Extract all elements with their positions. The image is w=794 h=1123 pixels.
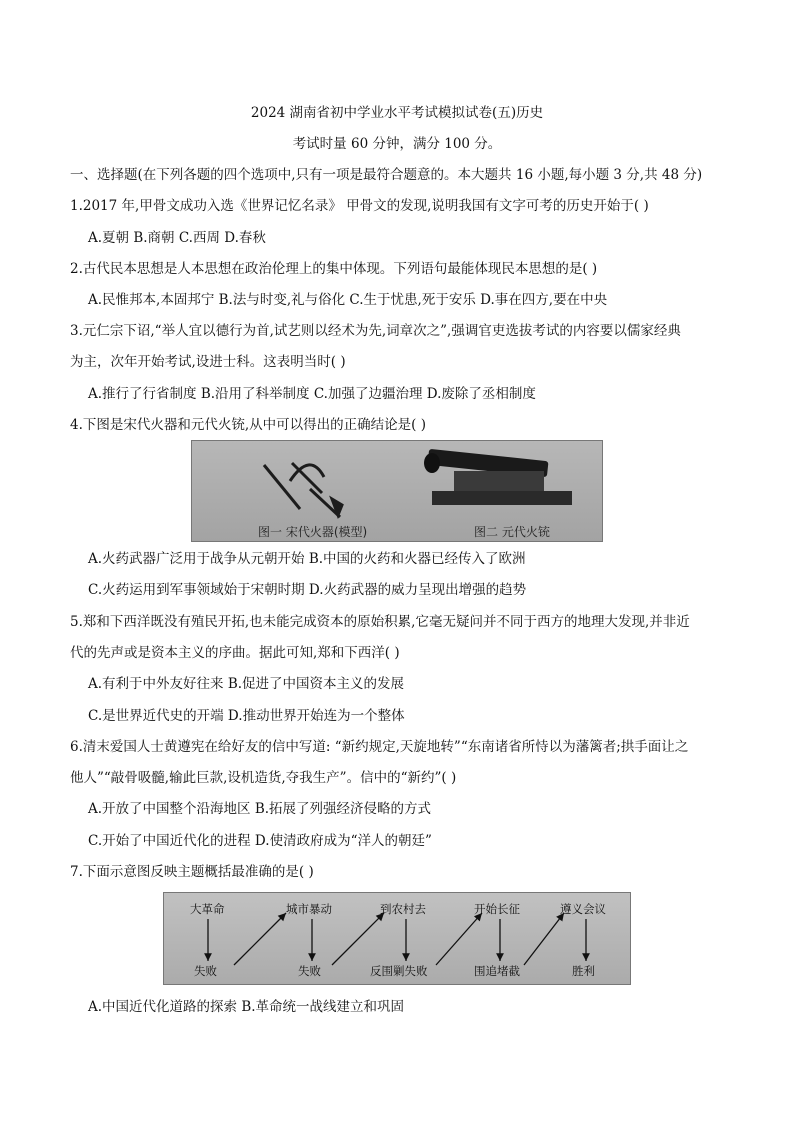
figure-caption-1: 图一 宋代火器(模型): [258, 525, 368, 539]
question-6-stem-line2: 他人”“敲骨吸髓,输此巨款,设机造货,夺我生产”。信中的“新约”( ): [70, 770, 457, 786]
flow-node-top-5: 遵义会议: [560, 902, 606, 916]
question-3-options: A.推行了行省制度 B.沿用了科举制度 C.加强了边疆治理 D.废除了丞相制度: [88, 386, 536, 402]
flow-node-bottom-2: 失败: [298, 964, 321, 978]
question-5-options-line1: A.有利于中外友好往来 B.促进了中国资本主义的发展: [88, 676, 405, 692]
yuan-gun-icon: [424, 449, 572, 505]
flow-node-top-2: 城市暴动: [286, 902, 332, 916]
flow-node-top-4: 开始长征: [474, 902, 520, 916]
question-4-options-line1: A.火药武器广泛用于战争从元朝开始 B.中国的火药和火器已经传入了欧洲: [88, 551, 526, 567]
question-6-options-line1: A.开放了中国整个沿海地区 B.拓展了列强经济侵略的方式: [88, 801, 432, 817]
figure-caption-2: 图二 元代火铳: [474, 525, 550, 539]
flow-node-bottom-3: 反围剿失败: [370, 964, 428, 978]
question-1-options: A.夏朝 B.商朝 C.西周 D.春秋: [88, 230, 266, 246]
question-1-stem: 1.2017 年,甲骨文成功入选《世界记忆名录》 甲骨文的发现,说明我国有文字可考的历史开始于( ): [70, 198, 649, 214]
flow-node-bottom-5: 胜利: [572, 964, 595, 978]
question-3-stem-line2: 为主，次年开始考试,设进士科。这表明当时( ): [70, 354, 346, 370]
flow-node-top-3: 到农村去: [380, 902, 426, 916]
exam-title: 2024 湖南省初中学业水平考试模拟试卷(五)历史: [250, 105, 544, 121]
question-6-options-line2: C.开始了中国近代化的进程 D.使清政府成为“洋人的朝廷”: [88, 833, 432, 849]
question-5-options-line2: C.是世界近代史的开端 D.推动世界开始连为一个整体: [88, 708, 405, 724]
firearms-figure: [191, 440, 603, 542]
question-4-options-line2: C.火药运用到军事领域始于宋朝时期 D.火药武器的威力呈现出增强的趋势: [88, 582, 527, 598]
question-2-options: A.民惟邦本,本固邦宁 B.法与时变,礼与俗化 C.生于忧患,死于安乐 D.事在四方,要在中央: [88, 292, 608, 308]
flow-node-bottom-1: 失败: [194, 964, 217, 978]
question-7-stem: 7.下面示意图反映主题概括最准确的是( ): [70, 864, 314, 880]
song-firearms-icon: [264, 463, 342, 517]
question-5-stem-line1: 5.郑和下西洋既没有殖民开拓,也未能完成资本的原始积累,它毫无疑问并不同于西方的地理大发现,并非近: [70, 614, 690, 630]
question-5-stem-line2: 代的先声或是资本主义的序曲。据此可知,郑和下西洋( ): [70, 645, 400, 661]
revolution-flow-diagram: [163, 892, 631, 985]
section-heading: 一、选择题(在下列各题的四个选项中,只有一项是最符合题意的。本大题共 16 小题,每小题 3 分,共 48 分): [70, 167, 703, 183]
question-3-stem-line1: 3.元仁宗下诏,“举人宜以德行为首,试艺则以经术为先,词章次之”,强调官吏选拔考试的内容要以儒家经典: [70, 323, 681, 339]
question-6-stem-line1: 6.清末爱国人士黄遵宪在给好友的信中写道: “新约规定,天旋地转”“东南诸省所恃以为藩篱者;拱手面让之: [70, 739, 689, 755]
question-2-stem: 2.古代民本思想是人本思想在政治伦理上的集中体现。下列语句最能体现民本思想的是( ): [70, 261, 598, 277]
flow-node-top-1: 大革命: [190, 902, 225, 916]
flow-node-bottom-4: 围追堵截: [474, 964, 520, 978]
question-4-stem: 4.下图是宋代火器和元代火铳,从中可以得出的正确结论是( ): [70, 417, 426, 433]
question-7-options-line1: A.中国近代化道路的探索 B.革命统一战线建立和巩固: [88, 999, 405, 1015]
exam-subtitle: 考试时量 60 分钟，满分 100 分。: [292, 136, 502, 152]
